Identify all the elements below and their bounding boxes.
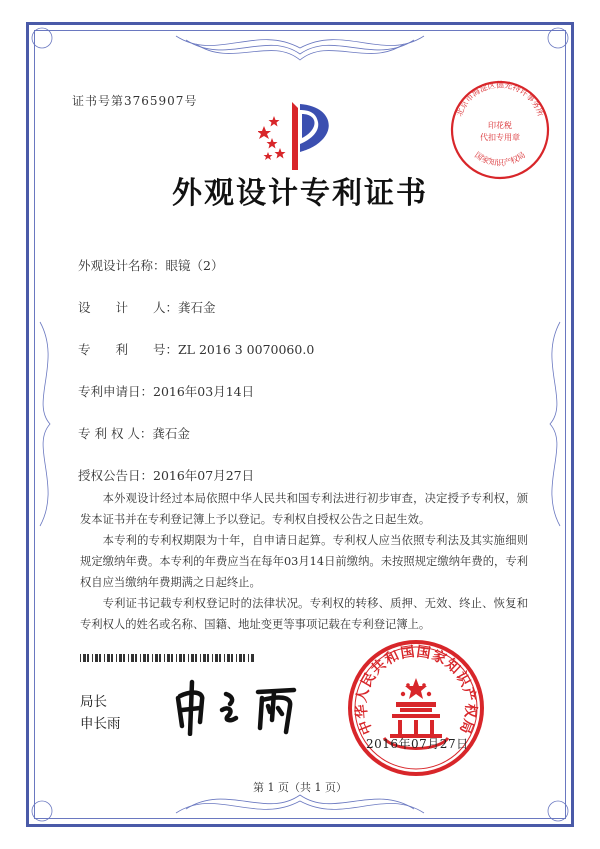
svg-text:国家知识产权局: 国家知识产权局 xyxy=(472,150,528,168)
barcode-bar xyxy=(135,654,137,662)
barcode-bar xyxy=(128,654,129,662)
barcode-bar xyxy=(243,654,245,662)
patentee-field: 专 利 权 人：龚石金 xyxy=(78,426,190,441)
barcode-bar xyxy=(183,654,185,662)
barcode-bar xyxy=(212,654,213,662)
barcode-bar xyxy=(171,654,173,662)
page-number: 第 1 页（共 1 页） xyxy=(253,781,347,794)
body-paragraph-term: 本专利的专利权期限为十年，自申请日起算。专利权人应当依照专利法及其实施细则规定缴纳年费。本专利的年费应当在每年03月14日前缴纳。未按照规定缴纳年费的，专利权自应当缴纳年费期满之日起终止。 xyxy=(80,534,528,589)
barcode-bar xyxy=(215,654,218,662)
barcode-bar xyxy=(87,654,89,662)
barcode-bar xyxy=(83,654,86,662)
barcode-bar xyxy=(176,654,177,662)
svg-text:印花税: 印花税 xyxy=(488,121,512,130)
svg-text:中华人民共和国国家知识产权局: 中华人民共和国国家知识产权局 xyxy=(353,643,479,737)
barcode-bar xyxy=(164,654,165,662)
barcode-bar xyxy=(111,654,113,662)
barcode-bar xyxy=(123,654,125,662)
director-signature xyxy=(170,676,310,736)
barcode-bar xyxy=(236,654,237,662)
barcode-bar xyxy=(195,654,197,662)
barcode-bar xyxy=(200,654,201,662)
patent-number-field: 专 利 号：ZL 2016 3 0070060.0 xyxy=(78,342,315,357)
barcode-bar xyxy=(159,654,161,662)
barcode-bar xyxy=(140,654,141,662)
barcode-bar xyxy=(188,654,189,662)
barcode-bar xyxy=(167,654,170,662)
barcode-bar xyxy=(219,654,221,662)
barcode-bar xyxy=(143,654,146,662)
barcode xyxy=(80,654,256,662)
barcode-bar xyxy=(224,654,225,662)
barcode-bar xyxy=(207,654,209,662)
barcode-bar xyxy=(95,654,98,662)
barcode-bar xyxy=(104,654,105,662)
barcode-bar xyxy=(179,654,182,662)
barcode-bar xyxy=(107,654,110,662)
barcode-bar xyxy=(152,654,153,662)
barcode-bar xyxy=(231,654,233,662)
agency-stamp xyxy=(448,78,552,182)
barcode-bar xyxy=(239,654,242,662)
patent-office-logo xyxy=(258,96,338,172)
body-paragraph-legal-status: 专利证书记载专利权登记时的法律状况。专利权的转移、质押、无效、终止、恢复和专利权人的姓名或名称、国籍、地址变更等事项记载在专利登记簿上。 xyxy=(80,597,528,631)
barcode-bar xyxy=(227,654,230,662)
barcode-bar xyxy=(251,654,254,662)
svg-text:代扣专用章: 代扣专用章 xyxy=(480,133,520,142)
svg-text:北京市海淀区德光特许事务所: 北京市海淀区德光特许事务所 xyxy=(454,80,546,118)
barcode-bar xyxy=(248,654,249,662)
barcode-bar xyxy=(80,654,81,662)
barcode-bar xyxy=(92,654,93,662)
certificate-body xyxy=(80,488,528,635)
barcode-bar xyxy=(191,654,194,662)
seal-date: 2016年07月27日 xyxy=(366,737,469,751)
barcode-bar xyxy=(155,654,158,662)
designer-field: 设 计 人：龚石金 xyxy=(78,300,216,315)
certificate-title: 外观设计专利证书 xyxy=(172,176,428,211)
director-title: 局长 xyxy=(80,694,107,710)
barcode-bar xyxy=(203,654,206,662)
grant-date-field: 授权公告日：2016年07月27日 xyxy=(78,468,255,483)
design-name-field: 外观设计名称：眼镜（2） xyxy=(78,258,224,273)
barcode-bar xyxy=(131,654,134,662)
director-name: 申长雨 xyxy=(80,716,121,732)
barcode-bar xyxy=(116,654,117,662)
barcode-bar xyxy=(119,654,122,662)
certificate-number: 证书号第3765907号 xyxy=(72,94,198,108)
official-seal xyxy=(346,638,486,778)
application-date-field: 专利申请日：2016年03月14日 xyxy=(78,384,255,399)
barcode-bar xyxy=(147,654,149,662)
barcode-bar xyxy=(99,654,101,662)
body-paragraph-grant: 本外观设计经过本局依照中华人民共和国专利法进行初步审查，决定授予专利权，颁发本证书并在专利登记簿上予以登记。专利权自授权公告之日起生效。 xyxy=(80,492,528,526)
